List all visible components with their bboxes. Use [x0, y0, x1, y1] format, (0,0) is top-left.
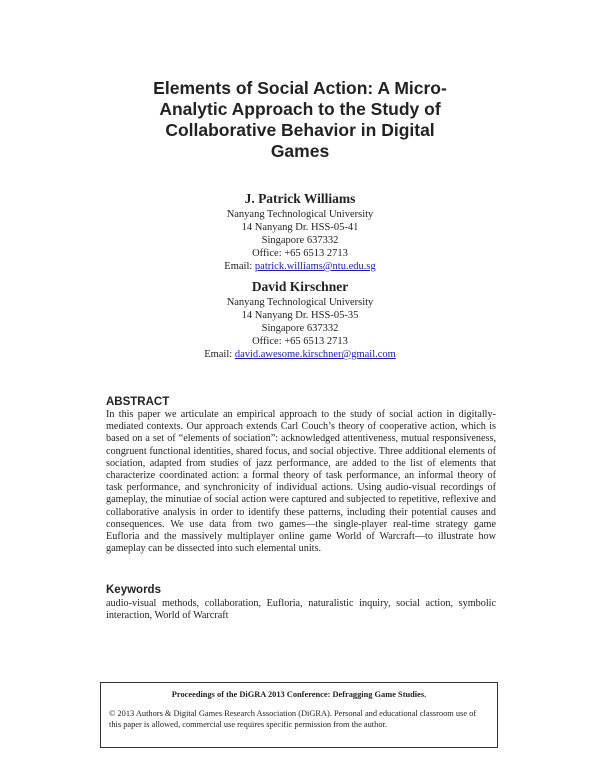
author-block-williams: [100, 190, 500, 273]
author-email-link[interactable]: david.awesome.kirschner@gmail.com: [234, 349, 396, 360]
title-line: Elements of Social Action: A Micro-: [153, 78, 447, 98]
title-line: Collaborative Behavior in Digital: [165, 120, 435, 140]
email-label: Email:: [204, 349, 233, 360]
author-affiliation: Nanyang Technological University: [226, 297, 374, 308]
author-city: Singapore 637332: [261, 235, 339, 246]
author-block-kirschner: [100, 278, 500, 361]
title-line: Games: [270, 141, 330, 161]
abstract-heading: ABSTRACT: [106, 396, 170, 408]
author-office: Office: +65 6513 2713: [252, 336, 348, 347]
author-email-link[interactable]: patrick.williams@ntu.edu.sg: [254, 261, 376, 272]
author-address: 14 Nanyang Dr. HSS-05-35: [241, 310, 359, 321]
author-affiliation: Nanyang Technological University: [226, 209, 374, 220]
copyright-box: [100, 682, 498, 748]
keywords-text: audio-visual methods, collaboration, Eufloria, naturalistic inquiry, social action, symbolic interaction, World of Warcraft: [106, 598, 496, 622]
paper-title: [100, 78, 500, 162]
author-email-line: [100, 260, 500, 273]
author-city: Singapore 637332: [261, 323, 339, 334]
title-line: Analytic Approach to the Study of: [159, 99, 441, 119]
proceedings-line: Proceedings of the DiGRA 2013 Conference: Defragging Game Studies.: [171, 690, 427, 699]
author-address: 14 Nanyang Dr. HSS-05-41: [241, 222, 359, 233]
abstract-text: In this paper we articulate an empirical approach to the study of social action in digitally-mediated contexts. Our approach extends Carl Couch’s theory of cooperative action, which is based on a set of “elements of sociation”: acknowledged attentiveness, mutual responsiveness, congruent functional identities, shared focus, and social objective. Three additional elements of sociation, adapted from studies of jazz performance, are added to the list of elements that characterize coordinated action: a formal theory of task performance, an informal theory of task performance, and synchronicity of individual actions. Using audio-visual recordings of gameplay, the minutiae of social action were captured and subjected to repetitive, reflexive and collaborative analysis in order to identify these patterns, including their potential causes and consequences. We use data from two games—the single-player real-time strategy game Eufloria and the massively multiplayer online game World of Warcraft—to illustrate how gameplay can be dissected into such elemental units.: [106, 409, 496, 555]
keywords-heading: Keywords: [106, 584, 161, 596]
email-label: Email:: [224, 261, 253, 272]
author-name: J. Patrick Williams: [244, 191, 356, 206]
copyright-notice: © 2013 Authors & Digital Games Research Association (DiGRA). Personal and educational classroom use of this paper is allowed, commercial use requires specific permission from the author.: [109, 709, 477, 729]
author-email-line: [100, 348, 500, 361]
author-name: David Kirschner: [251, 279, 349, 294]
author-office: Office: +65 6513 2713: [252, 248, 348, 259]
